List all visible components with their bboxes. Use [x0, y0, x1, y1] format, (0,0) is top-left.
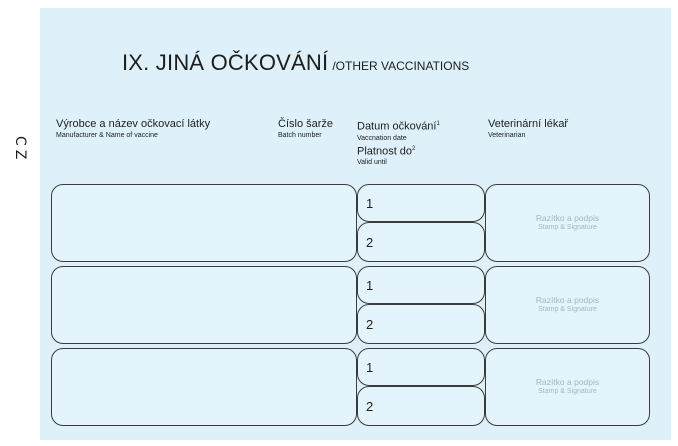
stamp-placeholder: [486, 295, 649, 314]
date-index-1: 1: [366, 196, 374, 211]
header-vet-en: Veterinarian: [488, 132, 526, 139]
header-vet-cz: Veterinární lékař: [488, 118, 569, 130]
stamp-field-row-3[interactable]: [485, 348, 650, 426]
valid-index-2: 2: [366, 235, 374, 250]
header-batch-en: Batch number: [278, 132, 322, 139]
passport-id-number: CZ: [12, 136, 28, 164]
header-veterinarian: [488, 118, 568, 140]
stamp-label-cz: Razítko a podpis: [535, 213, 600, 223]
header-date-footnote: 1: [436, 121, 440, 127]
header-manufacturer: [56, 118, 210, 140]
header-date-en: Vaccnation date: [357, 134, 407, 142]
vaccination-date-field-row-3[interactable]: [357, 348, 485, 386]
vaccine-field-row-2[interactable]: [51, 266, 357, 344]
stamp-placeholder: [486, 213, 649, 232]
stamp-label-en: Stamp & Signature: [538, 306, 597, 313]
vaccine-field-row-3[interactable]: [51, 348, 357, 426]
valid-until-field-row-3[interactable]: [357, 386, 485, 426]
stamp-label-en: Stamp & Signature: [538, 388, 597, 395]
stamp-label-cz: Razítko a podpis: [535, 377, 600, 387]
stamp-field-row-2[interactable]: [485, 266, 650, 344]
header-date: [357, 118, 440, 167]
date-index-1: 1: [366, 278, 374, 293]
header-valid-footnote: 2: [412, 145, 416, 152]
valid-index-2: 2: [366, 317, 374, 332]
page-title: [122, 50, 469, 76]
vaccination-date-field-row-2[interactable]: [357, 266, 485, 304]
title-sub: /OTHER VACCINATIONS: [332, 59, 470, 73]
date-index-1: 1: [366, 360, 374, 375]
vaccine-field-row-1[interactable]: [51, 184, 357, 262]
stamp-label-en: Stamp & Signature: [538, 224, 597, 231]
valid-index-2: 2: [366, 399, 374, 414]
stamp-placeholder: [486, 377, 649, 396]
stamp-label-cz: Razítko a podpis: [535, 295, 600, 305]
vaccination-date-field-row-1[interactable]: [357, 184, 485, 222]
title-main: IX. JINÁ OČKOVÁNÍ: [122, 50, 329, 75]
header-valid-en: Valid until: [357, 159, 387, 167]
valid-until-field-row-2[interactable]: [357, 304, 485, 344]
stamp-field-row-1[interactable]: [485, 184, 650, 262]
header-valid-cz: Platnost do: [357, 145, 413, 158]
header-manufacturer-cz: Výrobce a název očkovací látky: [56, 118, 211, 130]
header-batch-cz: Číslo šarže: [278, 118, 334, 130]
valid-until-field-row-1[interactable]: [357, 222, 485, 262]
header-manufacturer-en: Manufacturer & Name of vaccine: [56, 132, 158, 139]
header-date-cz: Datum očkování: [357, 120, 437, 133]
header-batch: [278, 118, 333, 140]
